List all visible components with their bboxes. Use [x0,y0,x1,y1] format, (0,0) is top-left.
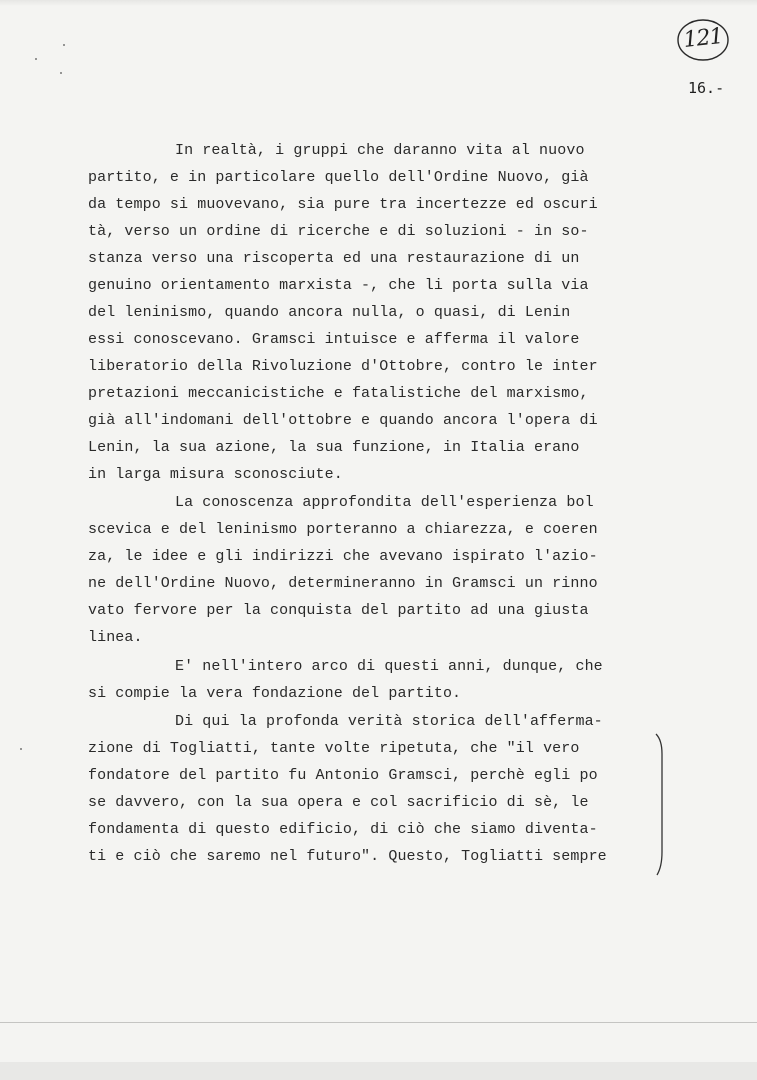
text-line: E' nell'intero arco di questi anni, dunque, che [175,658,603,675]
text-line: stanza verso una riscoperta ed una restaurazione di un [88,250,580,267]
ink-speck [35,58,37,60]
ink-speck [60,72,62,74]
text-line: essi conoscevano. Gramsci intuisce e afferma il valore [88,331,580,348]
text-line: liberatorio della Rivoluzione d'Ottobre, contro le inter [88,358,598,375]
text-line: La conoscenza approfondita dell'esperienza bol [175,494,594,511]
text-line: partito, e in particolare quello dell'Ordine Nuovo, già [88,169,589,186]
text-line: fondamenta di questo edificio, di ciò che siamo diventa- [88,821,598,838]
handwritten-margin-line [654,732,668,877]
archive-number-stamp [676,18,730,62]
text-line: scevica e del leninismo porteranno a chiarezza, e coeren [88,521,598,538]
text-line: del leninismo, quando ancora nulla, o quasi, di Lenin [88,304,571,321]
text-line: ne dell'Ordine Nuovo, determineranno in Gramsci un rinno [88,575,598,592]
page-bottom-edge [0,1022,757,1023]
text-line: linea. [88,629,143,646]
text-line: tà, verso un ordine di ricerche e di soluzioni - in so- [88,223,589,240]
text-line: già all'indomani dell'ottobre e quando ancora l'opera di [88,412,598,429]
text-line: Di qui la profonda verità storica dell'afferma- [175,713,603,730]
ink-speck [63,44,65,46]
text-line: In realtà, i gruppi che daranno vita al nuovo [175,142,585,159]
text-line: si compie la vera fondazione del partito. [88,685,462,702]
page-bottom-margin [0,1062,757,1080]
page-number: 16.- [688,79,725,97]
text-line: in larga misura sconosciute. [88,466,343,483]
text-line: zione di Togliatti, tante volte ripetuta, che "il vero [88,740,580,757]
text-line: genuino orientamento marxista -, che li porta sulla via [88,277,589,294]
stamp-number: 121 [682,24,724,53]
text-line: vato fervore per la conquista del partito ad una giusta [88,602,589,619]
text-line: Lenin, la sua azione, la sua funzione, in Italia erano [88,439,580,456]
text-line: da tempo si muovevano, sia pure tra incertezze ed oscuri [88,196,598,213]
text-line: fondatore del partito fu Antonio Gramsci, perchè egli po [88,767,598,784]
text-line: se davvero, con la sua opera e col sacrificio di sè, le [88,794,589,811]
page-edge-shadow [0,0,757,6]
text-line: pretazioni meccanicistiche e fatalistiche del marxismo, [88,385,589,402]
text-line: ti e ciò che saremo nel futuro". Questo, Togliatti sempre [88,848,607,865]
ink-speck [20,748,22,750]
text-line: za, le idee e gli indirizzi che avevano ispirato l'azio- [88,548,598,565]
